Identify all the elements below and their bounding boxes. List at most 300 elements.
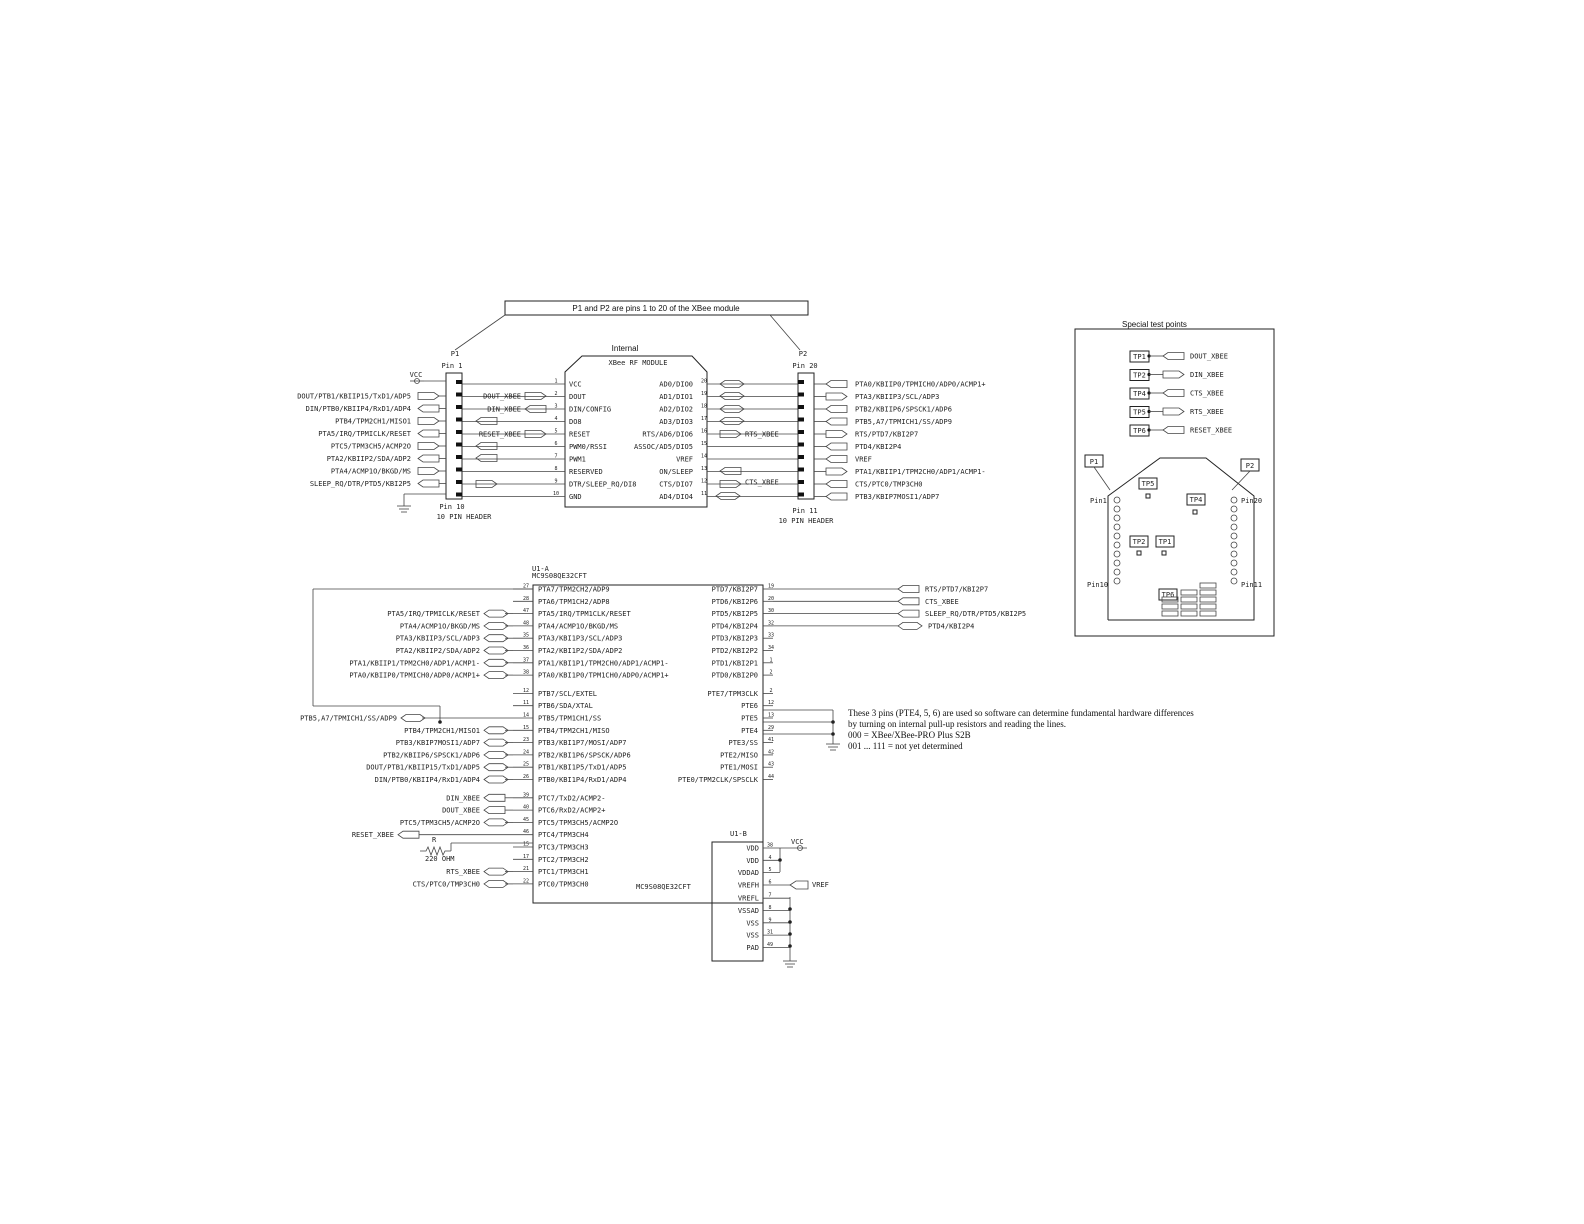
test-point-label: TP2 — [1133, 371, 1146, 380]
u1a-left-pin-number: 35 — [522, 632, 530, 639]
module-right-pin-number: 16 — [700, 428, 708, 435]
u1a-right-pin-label: PTD6/KBI2P6 — [711, 597, 758, 606]
p1-pin-mark — [456, 455, 462, 459]
u1a-left-net-label: DOUT/PTB1/KBIIP15/TxD1/ADP5 — [366, 763, 480, 772]
u1a-left-pin-number: 23 — [522, 737, 530, 744]
u1a-left-net-label: PTB3/KBIP7MOSI1/ADP7 — [395, 739, 480, 748]
u1a-right-net-flag — [898, 610, 919, 617]
module-right-pin-label: VREF — [676, 455, 693, 464]
u1a-left-net-label: DIN/PTB0/KBIIP4/RxD1/ADP4 — [374, 776, 480, 784]
module-left-pin-label: DTR/SLEEP_RQ/DI8 — [569, 480, 637, 489]
p1-net-label: DIN/PTB0/KBIIP4/RxD1/ADP4 — [305, 405, 411, 413]
test-point-label: TP5 — [1133, 408, 1146, 417]
u1a-right-pin-number: 42 — [767, 749, 775, 756]
u1a-left-net-flag — [484, 794, 505, 801]
p2-pin-mark — [798, 405, 804, 409]
u1a-right-pin-number: 33 — [767, 632, 775, 639]
test-point-net: RESET_XBEE — [1190, 426, 1233, 435]
test-point-label: TP4 — [1133, 390, 1146, 398]
u1a-left-pin-label: PTA5/IRQ/TPM1CLK/RESET — [538, 610, 631, 619]
board-pad — [1181, 590, 1197, 595]
p2-pin-mark — [798, 493, 804, 497]
p1-ref: P1 — [450, 350, 460, 358]
p2-nets — [814, 381, 986, 502]
callout — [455, 301, 808, 350]
u1a-right-pin-label: PTD1/KBI2P1 — [711, 659, 758, 668]
module-right-pin-label: AD2/DIO2 — [659, 405, 693, 414]
test-point-flag — [1163, 371, 1184, 378]
module-right-pin-number: 11 — [700, 491, 708, 497]
u1a-left-pin-number: 11 — [522, 700, 530, 707]
board-hole-left — [1114, 542, 1120, 548]
u1a-left-net-label: PTA5/IRQ/TPMICLK/RESET — [387, 610, 480, 619]
module-left-pin-number: 7 — [554, 453, 558, 460]
board-tp1: TP1 — [1158, 538, 1172, 546]
u1b-pin-number: 6 — [768, 879, 772, 886]
u1a-left-pin-label: PTC2/TPM3CH2 — [538, 855, 589, 864]
u1a-right-net-flag — [898, 598, 919, 605]
module-right-pin-number: 20 — [700, 378, 708, 385]
p2-pin-mark — [798, 468, 804, 472]
module-left-pin-number: 8 — [554, 466, 558, 472]
resistor-ref: R — [432, 836, 437, 844]
u1a-left-pin-number: 14 — [522, 712, 530, 719]
module-right-pin-label: RTS/AD6/DIO6 — [642, 430, 693, 439]
p1-net-flag — [418, 468, 439, 475]
module-left-pin-label: DO8 — [569, 418, 582, 426]
p2-header — [716, 350, 986, 525]
board-hole-right — [1231, 506, 1237, 512]
p2-net-label: PTB2/KBIIP6/SPSCK1/ADP6 — [855, 405, 952, 414]
u1b-pin-label: VDD — [746, 844, 759, 853]
u1a-right-pin-label: PTD2/KBI2P2 — [711, 647, 758, 655]
u1a-left-nets — [300, 610, 513, 888]
u1a-left-net-flag — [401, 715, 425, 722]
u1a-left-net-flag — [484, 727, 508, 734]
u1b-ref: U1-B — [730, 830, 747, 838]
resistor-value: 220 OHM — [425, 855, 455, 863]
u1a-left-pin-number: 27 — [522, 583, 530, 590]
u1a-right-pin-label: PTE3/SS — [728, 739, 758, 748]
u1a-left-net-flag — [484, 635, 508, 642]
board-hole-left — [1114, 551, 1120, 557]
p1-pin-mark — [456, 430, 462, 434]
p2-net-flag — [826, 456, 847, 463]
board-hole-right — [1231, 524, 1237, 530]
p1-pin-mark — [456, 405, 462, 409]
board-pad — [1162, 604, 1178, 609]
p2-net-label: CTS/PTC0/TMP3CH0 — [855, 480, 923, 489]
p1-net-label: PTC5/TPM3CH5/ACMP2O — [330, 442, 411, 451]
u1a-left-net-flag — [484, 622, 508, 629]
u1a-right-pin-number: 44 — [767, 774, 775, 780]
u1a-left-net-flag — [484, 880, 508, 887]
u1b-pin-label: VREFH — [737, 881, 759, 890]
u1a-left-pin-label: PTB2/KBI1P6/SPSCK/ADP6 — [538, 751, 631, 760]
p2-net-label: PTB3/KBIP7MOSI1/ADP7 — [855, 493, 940, 501]
u1a-right-pin-number: 1 — [769, 657, 773, 664]
u1a-left-pin-number: 12 — [522, 687, 530, 694]
board-p1: P1 — [1089, 458, 1099, 466]
u1b-pin-number: 7 — [768, 892, 772, 899]
board-pin1: Pin1 — [1090, 497, 1107, 505]
p1-pin-mark — [456, 493, 462, 497]
board-tp4: TP4 — [1189, 496, 1203, 504]
p1-pin-mark — [456, 480, 462, 484]
p1-pin-mark — [456, 468, 462, 472]
board-pad — [1181, 604, 1197, 609]
u1a-left-pin-number: 46 — [522, 829, 530, 836]
u1a-right-pin-label: PTE5 — [741, 714, 758, 723]
u1b-pin-label: VDD — [746, 856, 759, 865]
p1-middle-net-label: RESET_XBEE — [478, 430, 521, 439]
module-right-pin-number: 19 — [700, 391, 708, 397]
u1a-left-pin-label: PTA2/KBI1P2/SDA/ADP2 — [538, 647, 623, 655]
u1a-left-net-label: PTA4/ACMP1O/BKGD/MS — [399, 622, 480, 631]
u1a-right-pin-label: PTD5/KBI2P5 — [711, 610, 758, 619]
u1b-pin-label: VREFL — [737, 894, 759, 903]
u1a-right-pin-number: 30 — [767, 608, 775, 615]
p1-middle-net-label: DIN_XBEE — [487, 405, 521, 414]
u1b-vref-net — [763, 881, 829, 889]
board-pad — [1200, 611, 1216, 616]
u1a-left-pin-label: PTC4/TPM3CH4 — [538, 831, 589, 840]
board-hole-right — [1231, 533, 1237, 539]
u1b-pins — [738, 843, 790, 952]
p1-net-label: PTA4/ACMP1O/BKGD/MS — [330, 467, 411, 476]
module-left-pin-label: VCC — [569, 380, 582, 389]
p1-middle-flag — [476, 455, 497, 462]
board-hole-right — [1231, 560, 1237, 566]
module-left-pin-number: 6 — [554, 441, 558, 447]
u1a-left-pin-number: 45 — [522, 816, 530, 823]
p1-net-flag — [418, 405, 439, 412]
u1a-left-net-flag — [484, 751, 508, 758]
module-name: XBee RF MODULE — [608, 359, 668, 367]
note-line-3: 000 = XBee/XBee-PRO Plus S2B — [848, 730, 971, 740]
u1a-right-net-flag — [898, 622, 922, 629]
p2-net-label: PTA3/KBIIP3/SCL/ADP3 — [855, 393, 940, 401]
u1a-left-net-label: RESET_XBEE — [351, 831, 394, 840]
u1a-left-net-flag — [484, 647, 508, 654]
u1a-left-net-label: PTB4/TPM2CH1/MISO1 — [404, 726, 480, 735]
p1-net-flag — [418, 430, 439, 437]
u1a-left-pin-label: PTA4/ACMP1O/BKGD/MS — [538, 622, 619, 631]
module-right-pin-number: 14 — [700, 453, 708, 460]
u1a-left-net-flag — [484, 764, 508, 771]
u1a-right-pin-number: 41 — [767, 737, 775, 744]
board-hole-left — [1114, 497, 1120, 503]
board-hole-right — [1231, 551, 1237, 557]
u1a-ref: U1-A — [532, 565, 549, 573]
u1a-left-pin-number: 48 — [522, 620, 530, 627]
u1b-pin-number: 49 — [766, 941, 774, 948]
u1a-left-net-flag — [484, 807, 505, 814]
u1a-right-pin-label: PTD0/KBI2P0 — [711, 671, 758, 680]
board-tp6: TP6 — [1161, 591, 1175, 599]
p2-middle-net-label: RTS_XBEE — [745, 430, 779, 439]
u1a-left-pin-label: PTB6/SDA/XTAL — [538, 702, 593, 711]
u1b-pin-number: 31 — [766, 929, 774, 936]
u1a-left-pin-number: 28 — [522, 595, 530, 602]
u1a-left-pin-number: 15 — [522, 841, 530, 848]
board-hole-left — [1114, 524, 1120, 530]
board-hole-left — [1114, 506, 1120, 512]
p2-net-flag — [826, 418, 847, 425]
u1a-left-pin-number: 47 — [522, 608, 530, 615]
u1a-right-pin-number: 32 — [767, 620, 775, 627]
module-left-pin-label: RESET — [569, 430, 591, 439]
u1a-left-pin-label: PTC1/TPM3CH1 — [538, 868, 589, 877]
u1a-left-net-label: PTA3/KBIIP3/SCL/ADP3 — [395, 634, 480, 643]
p2-pin-bottom: Pin 11 — [792, 507, 818, 515]
module-left-pin-number: 1 — [554, 378, 558, 385]
module-left-pin-label: PWM1 — [569, 455, 586, 464]
p2-net-flag — [826, 406, 847, 413]
board-pad — [1200, 583, 1216, 588]
board-hole-right — [1231, 515, 1237, 521]
p1-middle-net-label: DOUT_XBEE — [483, 392, 521, 401]
u1a-left-pin-label: PTB3/KBI1P7/MOSI/ADP7 — [538, 739, 627, 748]
p1-middle-flag — [476, 418, 497, 425]
u1a-left-net-label: PTC5/TPM3CH5/ACMP2O — [399, 818, 480, 827]
p1-nets — [297, 393, 446, 489]
p2-pin-mark — [798, 430, 804, 434]
u1a-left-pin-number: 22 — [522, 878, 530, 885]
p1-middle-nets — [476, 393, 546, 488]
u1a-left-pin-label: PTC0/TPM3CH0 — [538, 880, 589, 889]
p2-net-flag — [826, 468, 847, 475]
u1a-left-pin-number: 37 — [522, 657, 530, 664]
note-line-1: These 3 pins (PTE4, 5, 6) are used so software can determine fundamental hardware differences — [848, 708, 1194, 718]
u1a-right-pin-number: 12 — [767, 700, 775, 707]
u1b-pin-number: 8 — [768, 905, 772, 911]
u1a-right-pin-number: 43 — [767, 761, 775, 768]
u1a-left-net-flag — [484, 610, 508, 617]
module-right-pin-number: 13 — [700, 466, 708, 472]
u1a-right-pin-number: 19 — [767, 583, 775, 590]
p2-net-flag — [826, 443, 847, 450]
u1b-pin-number: 5 — [768, 867, 772, 874]
u1a-right-pin-number: 20 — [767, 595, 775, 602]
test-point-net: CTS_XBEE — [1190, 389, 1224, 398]
u1a-left-pin-label: PTB7/SCL/EXTEL — [538, 689, 598, 698]
pte-note — [848, 708, 1194, 751]
board-tp2: TP2 — [1132, 538, 1146, 546]
u1a-left-pin-number: 36 — [522, 645, 530, 651]
module-left-pin-number: 5 — [554, 428, 558, 435]
u1a-right-pin-number: 34 — [767, 645, 775, 651]
u1a-left-pin-label: PTB4/TPM2CH1/MISO — [538, 726, 610, 735]
p2-pin-mark — [798, 393, 804, 397]
p1-net-label: PTA5/IRQ/TPMICLK/RESET — [318, 430, 411, 438]
board-pad — [1200, 590, 1216, 595]
u1a-left-pin-number: 17 — [522, 853, 530, 860]
u1a-left-pin-label: PTC5/TPM3CH5/ACMP2O — [538, 818, 619, 827]
p1-vcc-symbol — [410, 379, 446, 384]
p2-middle-flag — [720, 393, 744, 400]
callout-text: P1 and P2 are pins 1 to 20 of the XBee module — [572, 304, 740, 313]
p1-net-label: SLEEP_RQ/DTR/PTD5/KBI2P5 — [309, 480, 411, 488]
u1a-left-pins — [513, 584, 669, 889]
p2-net-label: VREF — [855, 455, 872, 464]
u1a-left-pin-number: 40 — [522, 804, 530, 811]
board-pad — [1162, 611, 1178, 616]
board-hole-right — [1231, 542, 1237, 548]
u1a-left-net-flag — [398, 831, 419, 838]
u1a-left-pin-number: 15 — [522, 724, 530, 731]
p2-pin-mark — [798, 443, 804, 447]
test-points-title: Special test points — [1122, 320, 1187, 329]
p2-middle-flag — [720, 468, 741, 475]
p1-pin-top: Pin 1 — [441, 362, 463, 370]
board-p2: P2 — [1245, 462, 1255, 470]
board-hole-left — [1114, 560, 1120, 566]
p2-middle-net-label: CTS_XBEE — [745, 478, 779, 487]
u1a-right-pin-label: PTE1/MOSI — [720, 763, 758, 772]
board-pad — [1181, 597, 1197, 602]
u1a-left-net-flag — [484, 659, 508, 666]
p2-net-flag — [826, 393, 847, 400]
board-pin10: Pin10 — [1087, 581, 1109, 589]
u1b-vcc-symbol — [778, 846, 807, 873]
board-pad — [1200, 604, 1216, 609]
test-point-flag — [1163, 427, 1184, 434]
u1a-right-net-label: PTD4/KBI2P4 — [928, 622, 975, 631]
p2-net-flag — [826, 431, 847, 438]
u1a-right-pin-label: PTE0/TPM2CLK/SPSCLK — [677, 776, 758, 784]
u1a-left-pin-number: 39 — [522, 792, 530, 799]
board-hole-left — [1114, 569, 1120, 575]
module-right-pin-label: AD4/DIO4 — [659, 493, 693, 501]
u1a-right-pins — [678, 584, 774, 785]
u1a-left-pin-label: PTA3/KBI1P3/SCL/ADP3 — [538, 634, 623, 643]
p2-net-flag — [826, 481, 847, 488]
module-left-pin-label: RESERVED — [569, 468, 603, 476]
p2-ref: P2 — [798, 350, 808, 358]
p2-caption: 10 PIN HEADER — [778, 517, 834, 525]
p2-net-flag — [826, 493, 847, 500]
u1a-left-pin-label: PTA7/TPM2CH2/ADP9 — [538, 585, 610, 594]
module-left-pin-number: 10 — [552, 491, 560, 497]
board-hole-left — [1114, 533, 1120, 539]
u1b-pin-number: 38 — [766, 842, 774, 849]
u1a-left-net-label: CTS/PTC0/TMP3CH0 — [412, 880, 480, 889]
u1a-left-net-flag — [484, 776, 508, 783]
board-hole-left — [1114, 515, 1120, 521]
u1a-left-net-flag — [484, 672, 508, 679]
board-pin20: Pin20 — [1241, 497, 1263, 505]
u1a-left-pin-label: PTC3/TPM3CH3 — [538, 843, 589, 852]
u1a-right-net-flag — [898, 586, 919, 593]
p1-net-flag — [418, 418, 439, 425]
module-left-pin-number: 2 — [554, 391, 558, 397]
u1a-left-pin-label: PTB0/KBI1P4/RxD1/ADP4 — [538, 776, 627, 784]
u1a-right-net-label: SLEEP_RQ/DTR/PTD5/KBI2P5 — [925, 610, 1027, 619]
module-right-pin-label: ON/SLEEP — [659, 468, 693, 476]
test-point-label: TP1 — [1133, 353, 1146, 361]
p2-pin-mark — [798, 455, 804, 459]
u1a-part: MC9S08QE32CFT — [532, 572, 587, 580]
u1a-left-net-label: PTA2/KBIIP2/SDA/ADP2 — [395, 647, 480, 655]
u1a-left-pin-number: 25 — [522, 761, 530, 768]
module-left-pin-label: PWM0/RSSI — [569, 443, 607, 451]
board-pad — [1200, 597, 1216, 602]
u1a-right-pin-label: PTE4 — [741, 726, 758, 735]
module-right-pin-number: 18 — [700, 403, 708, 410]
p1-vcc: VCC — [409, 371, 423, 379]
board-pad — [1181, 611, 1197, 616]
board-hole-left — [1114, 578, 1120, 584]
p2-net-label: PTB5,A7/TPMICH1/SS/ADP9 — [855, 418, 952, 426]
board-hole-right — [1231, 497, 1237, 503]
test-point-flag — [1163, 353, 1184, 360]
module-right-pin-label: ASSOC/AD5/DIO5 — [633, 443, 693, 451]
test-point-net: RTS_XBEE — [1190, 408, 1224, 416]
p2-net-label: PTD4/KBI2P4 — [855, 443, 902, 451]
u1b-vcc: VCC — [791, 838, 804, 846]
p1-net-flag — [418, 455, 439, 462]
u1a-right-pin-number: 13 — [767, 712, 775, 719]
module-right-pin-number: 17 — [700, 416, 708, 422]
p2-net-flag — [826, 381, 847, 388]
u1a-left-net-label: PTA1/KBIIP1/TPM2CH0/ADP1/ACMP1- — [349, 659, 480, 668]
u1b-pin-label: PAD — [746, 943, 759, 952]
p2-pins — [798, 380, 804, 497]
p1-net-label: PTA2/KBIIP2/SDA/ADP2 — [326, 455, 411, 463]
p1-pin-bottom: Pin 10 — [439, 503, 465, 511]
u1a-right-pin-label: PTE7/TPM3CLK — [707, 689, 758, 698]
test-point-net: DOUT_XBEE — [1190, 352, 1228, 361]
u1b-vref: VREF — [812, 881, 829, 889]
module-right-pin-number: 12 — [700, 478, 708, 485]
p1-pin-mark — [456, 443, 462, 447]
board-hole-right — [1231, 578, 1237, 584]
module-left-pin-number: 4 — [554, 416, 558, 422]
u1a-right-net-label: RTS/PTD7/KBI2P7 — [925, 585, 989, 594]
u1a-left-net-label: PTB2/KBIIP6/SPSCK1/ADP6 — [383, 751, 480, 760]
u1a-left-pin-label: PTC7/TxD2/ACMP2- — [538, 794, 606, 803]
u1b-pin-number: 4 — [768, 854, 772, 861]
u1a-left-pin-label: PTB5/TPM1CH1/SS — [538, 714, 602, 723]
test-point-flag — [1163, 408, 1184, 415]
u1a-left-net-label: DOUT_XBEE — [442, 806, 480, 815]
module-left-pin-number: 3 — [554, 403, 558, 410]
module-left-pin-label: DIN/CONFIG — [569, 405, 612, 414]
u1a-right-pin-label: PTD4/KBI2P4 — [711, 622, 758, 631]
test-point-net: DIN_XBEE — [1190, 371, 1224, 379]
u1a-right-net-label: CTS_XBEE — [925, 597, 959, 606]
pte-tie — [763, 710, 840, 750]
test-point-list — [1130, 351, 1232, 436]
u1a-left-pin-number: 38 — [522, 669, 530, 676]
module-internal-label: Internal — [611, 344, 639, 353]
u1a-left-net-label: PTB5,A7/TPMICH1/SS/ADP9 — [300, 714, 397, 723]
u1b-power — [712, 830, 829, 967]
u1a-left-pin-number: 26 — [522, 774, 530, 780]
p2-pin-top: Pin 20 — [792, 362, 818, 370]
p1-net-flag — [418, 480, 439, 487]
u1a-right-pin-number: 2 — [769, 687, 773, 694]
u1b-pin-label: VSSAD — [737, 907, 759, 915]
p2-pin-mark — [798, 380, 804, 384]
u1a-left-net-label: PTA0/KBIIP0/TPMICH0/ADP0/ACMP1+ — [349, 671, 480, 680]
u1a-left-pin-label: PTA1/KBI1P1/TPM2CH0/ADP1/ACMP1- — [538, 659, 669, 668]
u1a-right-nets — [773, 586, 1026, 631]
u1a-right-pin-number: 29 — [767, 724, 775, 731]
p1-pin-mark — [456, 380, 462, 384]
module-right-pin-label: AD1/DIO1 — [659, 393, 693, 401]
